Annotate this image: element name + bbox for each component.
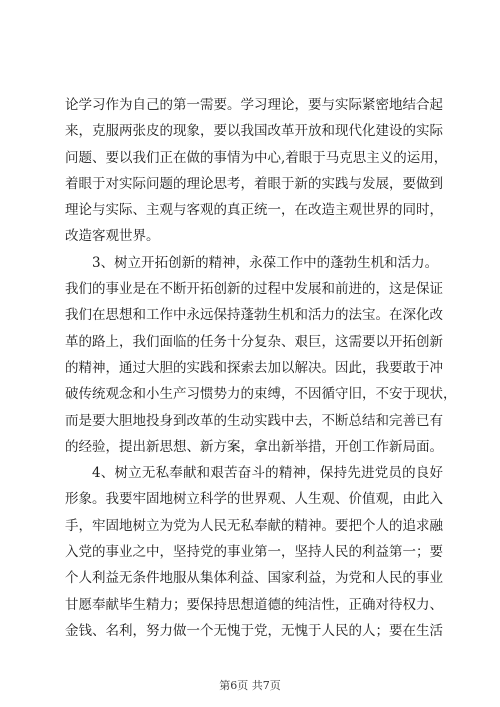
text-line: 改造客观世界。 (65, 228, 160, 245)
text-line: 形象。我要牢固地树立科学的世界观、人生观、价值观，由此入 (65, 491, 443, 508)
section-heading: 4、树立无私奉献和艰苦奋斗的精神，保持先进党员的良好 (92, 465, 443, 482)
text-line: 的精神，通过大胆的实践和探索去加以解决。因此，我要敢于冲 (65, 359, 443, 376)
text-line: 论学习作为自己的第一需要。学习理论，要与实际紧密地结合起 (65, 97, 443, 113)
text-line: 革的路上，我们面临的任务十分复杂、艰巨，这需要以开拓创新 (65, 333, 443, 350)
text-line: 我们的事业是在不断开拓创新的过程中发展和前进的，这是保证 (65, 281, 443, 298)
text-line: 入党的事业之中，坚持党的事业第一，坚持人民的利益第一；要 (65, 544, 443, 561)
text-line: 手，牢固地树立为党为人民无私奉献的精神。要把个人的追求融 (65, 517, 443, 534)
text-line: 理论与实际、主观与客观的真正统一，在改造主观世界的同时， (65, 202, 443, 219)
body-text (65, 92, 457, 644)
text-line: 而是要大胆地投身到改革的生动实践中去，不断总结和完善已有 (65, 412, 443, 429)
text-line: 破传统观念和小生产习惯势力的束缚，不因循守旧，不安于现状， (65, 386, 457, 403)
section-heading: 3、树立开拓创新的精神，永葆工作中的蓬勃生机和活力。 (92, 254, 439, 271)
text-line: 金钱、名利，努力做一个无愧于党，无愧于人民的人；要在生活 (65, 622, 443, 639)
text-line: 问题、要以我们正在做的事情为中心,着眼于马克思主义的运用， (65, 149, 448, 166)
text-line: 着眼于对实际问题的理论思考，着眼于新的实践与发展，要做到 (65, 175, 443, 192)
text-line: 的经验，提出新思想、新方案，拿出新举措，开创工作新局面。 (65, 438, 443, 455)
text-line: 来，克服两张皮的现象，要以我国改革开放和现代化建设的实际 (65, 123, 443, 140)
page-number: 第6页 共7页 (219, 679, 281, 692)
text-line: 甘愿奉献毕生精力；要保持思想道德的纯洁性，正确对待权力、 (65, 596, 443, 613)
text-line: 我们在思想和工作中永远保持蓬勃生机和活力的法宝。在深化改 (65, 307, 443, 324)
text-line: 个人利益无条件地服从集体利益、国家利益，为党和人民的事业 (65, 570, 443, 587)
